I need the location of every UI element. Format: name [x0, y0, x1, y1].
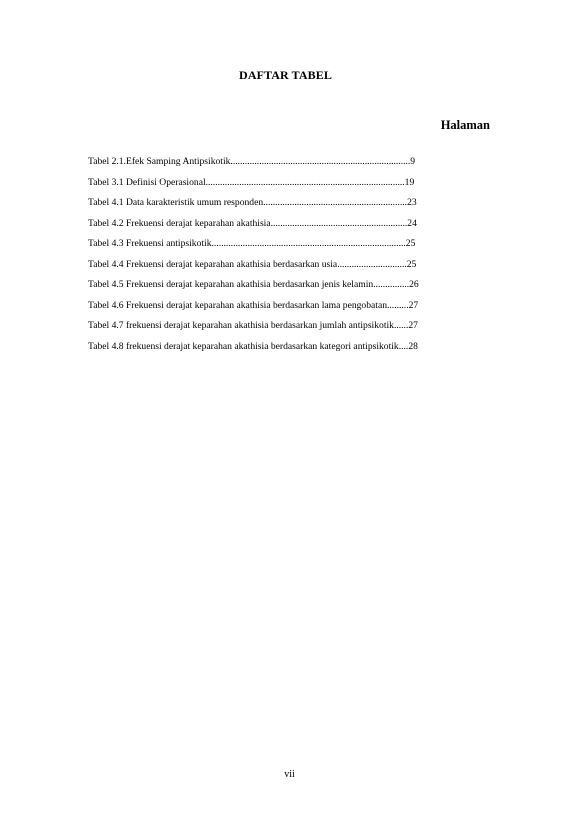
page-number: vii	[284, 769, 295, 780]
toc-entry: Tabel 2.1.Efek Samping Antipsikotik...........................................................................9	[88, 156, 416, 167]
toc-entry: Tabel 4.3 Frekuensi antipsikotik.................................................................................25	[88, 238, 416, 249]
toc-entry: Tabel 4.1 Data karakteristik umum responden............................................................23	[88, 197, 417, 208]
toc-entry: Tabel 4.5 Frekuensi derajat keparahan akathisia berdasarkan jenis kelamin...............26	[88, 279, 419, 290]
table-of-tables-list	[88, 155, 490, 360]
page-title	[0, 68, 579, 83]
toc-entry: Tabel 3.1 Definisi Operasional...................................................................................19	[88, 176, 415, 188]
toc-entry: Tabel 4.4 Frekuensi derajat keparahan akathisia berdasarkan usia.............................25	[88, 258, 417, 270]
toc-entry: Tabel 4.8 frekuensi derajat keparahan akathisia berdasarkan kategori antipsikotik....28	[88, 340, 418, 352]
toc-entry: Tabel 4.7 frekuensi derajat keparahan akathisia berdasarkan jumlah antipsikotik......27	[88, 320, 418, 331]
toc-entry: Tabel 4.2 Frekuensi derajat keparahan akathisia.........................................................24	[88, 217, 417, 229]
page-title-text: DAFTAR TABEL	[239, 68, 332, 82]
page-column-header: Halaman	[440, 118, 490, 132]
toc-entry: Tabel 4.6 Frekuensi derajat keparahan akathisia berdasarkan lama pengobatan.........27	[88, 299, 419, 311]
